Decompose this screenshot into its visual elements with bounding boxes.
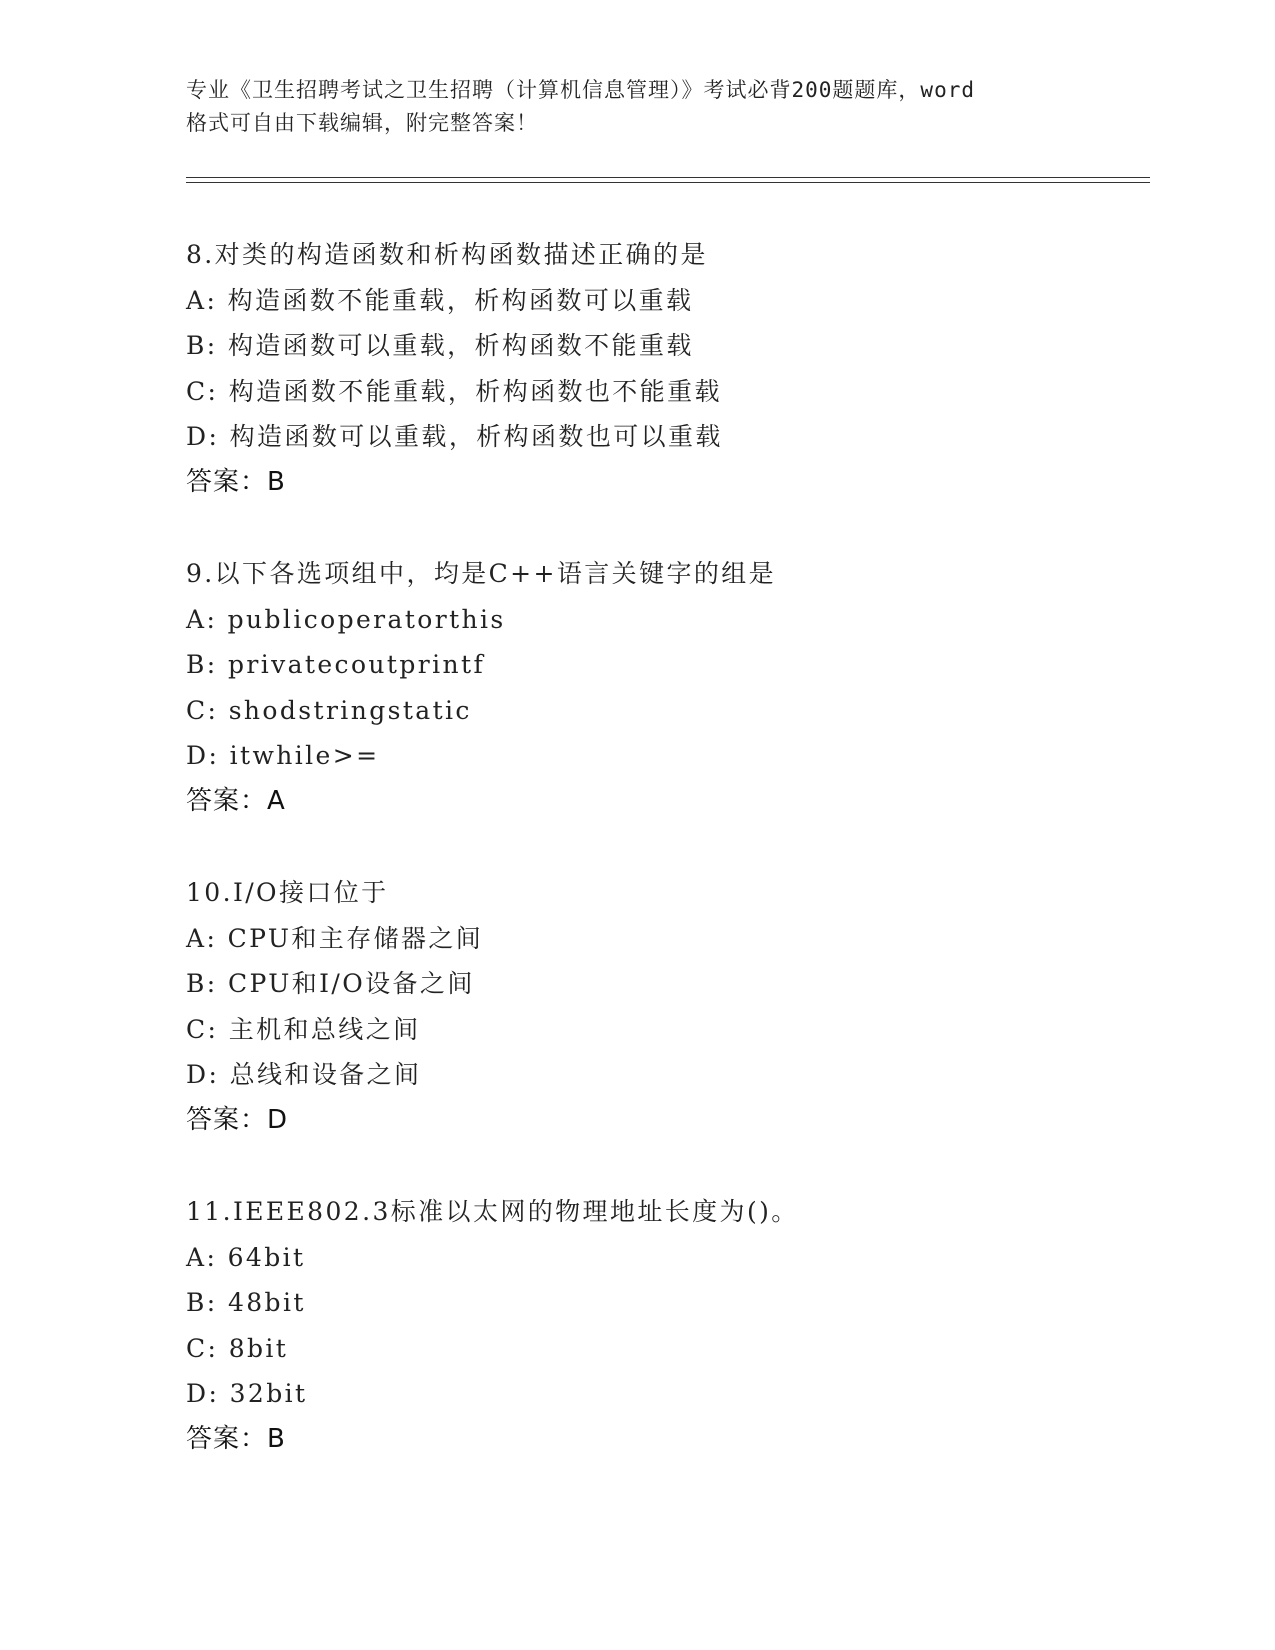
- answer-line: 答案：B: [186, 466, 286, 497]
- answer-line: 答案：B: [186, 1423, 286, 1454]
- option-d: D: itwhile>=: [186, 741, 380, 770]
- option-d: D: 总线和设备之间: [186, 1060, 422, 1089]
- answer-line: 答案：D: [186, 1104, 289, 1135]
- header-divider-top: [186, 177, 1150, 178]
- option-c: C: shodstringstatic: [186, 695, 472, 725]
- question-11: [186, 1189, 1146, 1462]
- question-stem: 8.对类的构造函数和析构函数描述正确的是: [186, 240, 708, 269]
- option-b: B: 48bit: [186, 1288, 306, 1317]
- option-c: C: 主机和总线之间: [186, 1014, 421, 1044]
- header-line-1: 专业《卫生招聘考试之卫生招聘（计算机信息管理）》考试必背200题题库，word: [186, 78, 975, 102]
- header-line-2: 格式可自由下载编辑，附完整答案！: [186, 111, 538, 135]
- option-a: A: 构造函数不能重载，析构函数可以重载: [186, 285, 694, 315]
- option-b: B: 构造函数可以重载，析构函数不能重载: [186, 331, 694, 360]
- option-a: A: 64bit: [186, 1242, 306, 1272]
- header-divider-bottom: [186, 182, 1150, 183]
- option-d: D: 32bit: [186, 1379, 308, 1408]
- question-8: [186, 232, 1146, 505]
- option-d: D: 构造函数可以重载，析构函数也可以重载: [186, 422, 723, 451]
- answer-line: 答案：A: [186, 785, 286, 816]
- option-b: B: privatecoutprintf: [186, 650, 486, 679]
- question-stem: 10.I/O接口位于: [186, 878, 389, 907]
- option-c: C: 构造函数不能重载，析构函数也不能重载: [186, 376, 722, 406]
- question-stem: 9.以下各选项组中，均是C++语言关键字的组是: [186, 559, 777, 588]
- document-header: [186, 74, 1106, 140]
- question-9: [186, 551, 1146, 824]
- question-stem: 11.IEEE802.3标准以太网的物理地址长度为()。: [186, 1197, 799, 1226]
- option-c: C: 8bit: [186, 1333, 289, 1363]
- question-10: [186, 870, 1146, 1143]
- option-b: B: CPU和I/O设备之间: [186, 969, 475, 998]
- option-a: A: CPU和主存储器之间: [186, 923, 484, 953]
- option-a: A: publicoperatorthis: [186, 604, 506, 634]
